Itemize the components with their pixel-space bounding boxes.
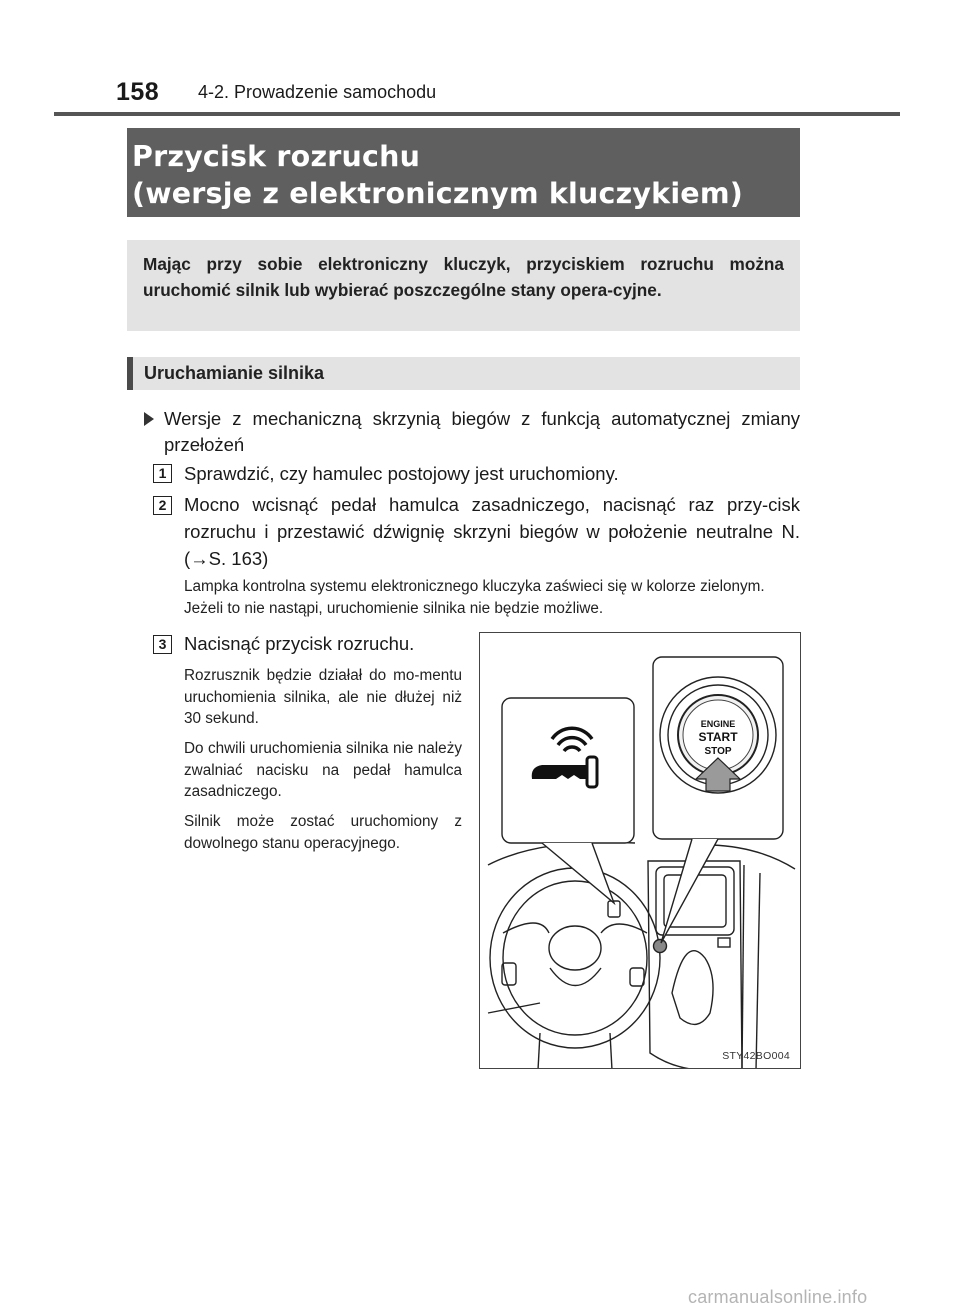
- page-title: [127, 128, 800, 217]
- page-title-line-2: (wersje z elektronicznym kluczykiem): [132, 177, 743, 210]
- engine-start-illustration: [479, 632, 801, 1069]
- watermark: carmanualsonline.info: [688, 1287, 868, 1307]
- subheading: Uruchamianie silnika: [127, 357, 800, 390]
- button-text-start: START: [698, 730, 738, 744]
- button-text-stop: STOP: [704, 746, 732, 757]
- step-2-note: Lampka kontrolna systemu elektronicznego kluczyka zaświeci się w kolorze zielonym. Jeżeli to nie nastąpi, uruchomienie silnika nie będzie możliwe.: [184, 578, 765, 617]
- page-title-line-1: Przycisk rozruchu: [132, 140, 421, 173]
- step-1-text: Sprawdzić, czy hamulec postojowy jest uruchomiony.: [184, 463, 619, 484]
- intro-box: Mając przy sobie elektroniczny kluczyk, przyciskiem rozruchu można uruchomić silnik lub wybierać poszczególne stany opera-cyjne.: [127, 240, 800, 331]
- step-number-2: 2: [153, 496, 172, 515]
- step-3-text: Nacisnąć przycisk rozruchu.: [184, 633, 415, 654]
- gear-shifter: [672, 951, 713, 1025]
- page-number: 158: [116, 78, 160, 106]
- triangle-bullet-icon: [144, 412, 154, 426]
- step-number-3: 3: [153, 635, 172, 654]
- header-rule: [54, 112, 900, 116]
- variant-bullet: [144, 406, 800, 458]
- steering-wheel-inner: [503, 881, 647, 1035]
- steering-wheel-outer: [490, 868, 660, 1048]
- step-3-note-2: Do chwili uruchomienia silnika nie należy zwalniać nacisku na pedał hamulca zasadniczego.: [184, 740, 462, 800]
- button-text-engine: ENGINE: [700, 719, 736, 729]
- step-3-note-1: Rozrusznik będzie działał do mo-mentu uruchomienia silnika, ale nie dłużej niż 30 sekund.: [184, 667, 462, 727]
- wheel-hub: [549, 926, 601, 970]
- section-reference: 4-2. Prowadzenie samochodu: [198, 82, 437, 102]
- step-3-note-3: Silnik może zostać uruchomiony z dowolnego stanu operacyjnego.: [184, 813, 462, 852]
- step-number-1: 1: [153, 464, 172, 483]
- dashboard-drawing: [480, 633, 801, 1069]
- figure-label: STY42BO004: [722, 1050, 790, 1062]
- variant-bullet-text: Wersje z mechaniczną skrzynią biegów z funkcją automatycznej zmiany przełożeń: [164, 408, 800, 455]
- dash-line-right: [712, 845, 795, 869]
- start-button-dot: [654, 940, 667, 953]
- center-console: [648, 861, 742, 1069]
- step-2-text: Mocno wcisnąć pedał hamulca zasadniczego, nacisnąć raz przy-cisk rozruchu i przestawić dźwignię skrzyni biegów w położenie neutralne N. (→S. 163): [184, 494, 800, 569]
